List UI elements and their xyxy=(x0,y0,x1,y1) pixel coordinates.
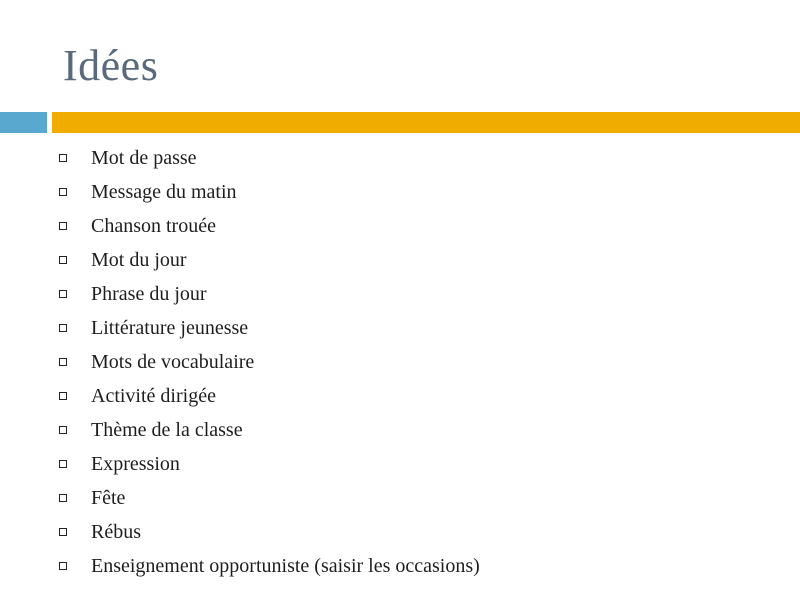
list-item-label: Littérature jeunesse xyxy=(91,317,249,339)
accent-bar-left xyxy=(0,112,47,133)
square-bullet-icon xyxy=(59,222,67,230)
list-item-label: Enseignement opportuniste (saisir les occasions) xyxy=(91,555,480,577)
list-item-label: Chanson trouée xyxy=(91,215,216,237)
square-bullet-icon xyxy=(59,290,67,298)
list-item-label: Mot de passe xyxy=(91,147,197,169)
square-bullet-icon xyxy=(59,528,67,536)
list-item-label: Phrase du jour xyxy=(91,283,207,305)
square-bullet-icon xyxy=(59,426,67,434)
square-bullet-icon xyxy=(59,358,67,366)
square-bullet-icon xyxy=(59,494,67,502)
accent-bar-right xyxy=(52,112,800,133)
slide-title: Idées xyxy=(63,41,159,90)
list-item-label: Message du matin xyxy=(91,181,237,203)
list-item-label: Thème de la classe xyxy=(91,419,243,441)
list-item-label: Rébus xyxy=(91,521,141,543)
square-bullet-icon xyxy=(59,460,67,468)
list-item-label: Fête xyxy=(91,487,126,509)
square-bullet-icon xyxy=(59,562,67,570)
list-item-label: Expression xyxy=(91,453,180,475)
square-bullet-icon xyxy=(59,188,67,196)
square-bullet-icon xyxy=(59,256,67,264)
square-bullet-icon xyxy=(59,154,67,162)
list-item-label: Mot du jour xyxy=(91,249,187,271)
square-bullet-icon xyxy=(59,392,67,400)
list-item-label: Activité dirigée xyxy=(91,385,216,407)
list-item-label: Mots de vocabulaire xyxy=(91,351,255,373)
square-bullet-icon xyxy=(59,324,67,332)
